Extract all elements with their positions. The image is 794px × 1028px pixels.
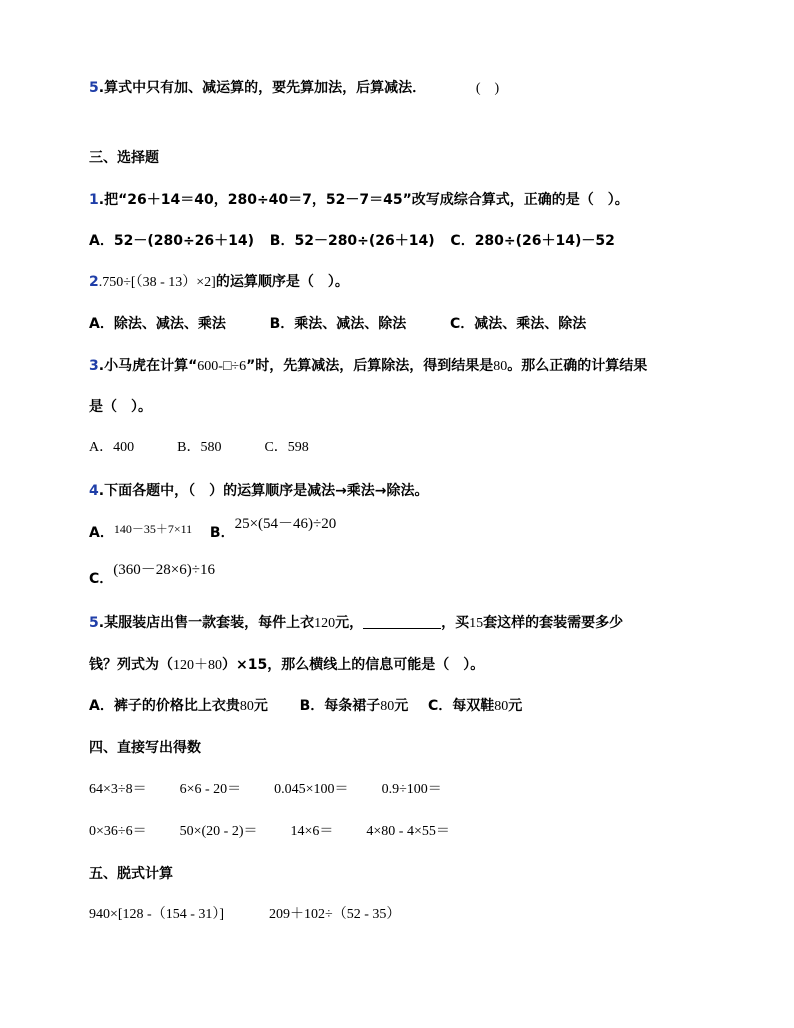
option-a[interactable]: A．52－(280÷26＋14) [89,233,255,249]
question-text: ”时，先算减法，后算除法，得到结果是 [246,358,494,374]
exercise-item: 209＋102÷（52 - 35） [269,907,401,922]
option-c[interactable]: C．280÷(26＋14)－52 [450,233,615,249]
direct-answer-row-2 [89,823,450,841]
question-text: 的运算顺序是（ ）。 [215,274,349,290]
choice-question-3-options [89,439,309,457]
option-a[interactable]: A．400 [89,440,135,455]
choice-question-3 [89,357,647,376]
choice-question-5-options [89,697,522,716]
exercise-item: 4×80 - 4×55＝ [366,824,450,839]
exercise-item: 0.045×100＝ [274,782,349,797]
question-text: ，买 [441,615,470,631]
exercise-item: 0.9÷100＝ [381,782,442,797]
option-b[interactable]: B．52－280÷(26＋14) [269,233,435,249]
question-text: 钱？列式为（ [89,657,173,673]
section-title-step-calculation: 五、脱式计算 [89,866,173,882]
exercise-item: 64×3÷8＝ [89,782,147,797]
question-text: .某服装店出售一款套装，每件上衣 [98,615,315,631]
exercise-item: 0×36÷6＝ [89,824,147,839]
option-b[interactable]: B．580 [177,440,222,455]
option-c-label[interactable]: C． [89,571,114,587]
option-a[interactable]: A．裤子的价格比上衣贵80元 [89,698,268,714]
choice-question-3-line2: 是（ ）。 [89,399,152,415]
question-number: 3 [89,358,99,374]
choice-question-4-option-c [89,562,215,588]
question-text: .小马虎在计算“ [98,358,198,374]
choice-question-5-line2 [89,656,484,675]
exercise-item: 50×(20 - 2)＝ [179,824,258,839]
fill-blank[interactable] [363,614,441,629]
option-a-label[interactable]: A． [89,525,114,541]
question-number: 1 [89,192,99,208]
section-title-choice: 三、选择题 [89,150,159,166]
question-text: .下面各题中，（ ）的运算顺序是减法→乘法→除法。 [98,483,429,499]
question-value: 80 [493,359,508,374]
section-title-direct-answer: 四、直接写出得数 [89,740,201,756]
choice-question-1 [89,191,629,209]
direct-answer-row-1 [89,781,442,799]
choice-question-2 [89,273,349,292]
question-expression: 600-□÷6 [197,359,247,374]
choice-question-4-options-ab [89,516,337,542]
option-a-expression: 140－35＋7×11 [113,522,193,536]
choice-question-4 [89,482,429,500]
exercise-item: 14×6＝ [290,824,334,839]
choice-question-5 [89,614,623,633]
option-c-expression: (360－28×6)÷16 [113,562,215,578]
question-text: 套这样的套装需要多少 [483,615,624,631]
question-number: 5 [89,80,99,96]
question-number: 2 [89,274,99,290]
option-a[interactable]: A．除法、减法、乘法 [89,316,226,332]
question-text: 。那么正确的计算结果 [507,358,648,374]
option-b[interactable]: B．每条裙子80元 [299,698,409,714]
step-calculation-row [89,906,400,924]
question-text: 元， [335,615,364,631]
choice-question-2-options [89,315,586,333]
exercise-item: 940×[128 -（154 - 31）] [89,907,225,922]
question-number: 4 [89,483,99,499]
question-value: 120 [314,616,336,631]
question-text: .把“26＋14＝40，280÷40＝7，52－7＝45”改写成综合算式，正确的是（ ）。 [98,192,629,208]
option-b-expression: 25×(54－46)÷20 [234,516,337,532]
question-text: .算式中只有加、减运算的，要先算加法，后算减法． [98,80,427,96]
option-c[interactable]: C．每双鞋80元 [428,698,523,714]
option-c[interactable]: C．减法、乘法、除法 [450,316,587,332]
choice-question-1-options [89,232,615,250]
question-expression: 120＋80 [173,658,222,673]
option-c[interactable]: C．598 [264,440,309,455]
option-b[interactable]: B．乘法、减法、除法 [269,316,407,332]
question-value: 15 [469,616,484,631]
answer-bracket[interactable]: ( ) [475,81,500,96]
question-expression: .750÷[（38 - 13）×2] [98,275,216,290]
option-b-label[interactable]: B． [209,525,235,541]
question-number: 5 [89,615,99,631]
judge-question-5 [89,79,499,98]
exercise-item: 6×6 - 20＝ [179,782,242,797]
question-text: ）×15，那么横线上的信息可能是（ ）。 [222,657,485,673]
